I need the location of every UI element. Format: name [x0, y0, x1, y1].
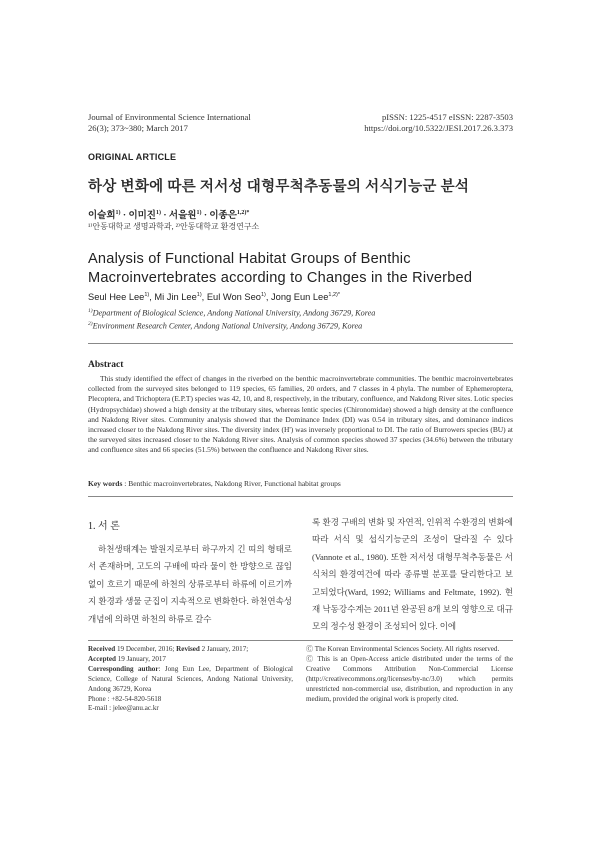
en-author: Jong Eun Lee: [271, 292, 329, 303]
en-author-sup: 1): [196, 292, 202, 298]
en-author-sep: ,: [265, 292, 271, 303]
affiliation-text: Environment Research Center, Andong National University, Andong 36729, Korea: [92, 321, 363, 331]
received-label: Received: [88, 645, 116, 653]
body-column-right: 록 환경 구배의 변화 및 자연적, 인위적 수환경의 변화에 따라 서식 및 섭식기능군의 조성이 달라질 수 있다 (Vannote et al., 1980). 또한 저서성 대형무척추동물은 서식처의 환경여건에 따라 종류별 분포를 달리한다고 보고되었다(Ward, 1992; Williams and Feltmate, 1992). 현재 낙동강수계는 2011년 완공된 8개 보의 영향으로 대규모의 정수성 환경이 조성되어 있다. 이에: [312, 517, 513, 632]
abstract-text: This study identified the effect of changes in the riverbed on the benthic macroinvertebrate communities. The benthic macroinvertebrates collected from the surveyed sites belonged to 119 species, 65 families, 20 orders, and 7 classes in 4 phyla. The number of Ephemeroptera, Plecoptera, and Trichoptera (E.P.T) species was 42, 10, and 8, respectively, in the tributary, confluence, and Nakdong River sites. Lotic species (Hydropsychidae) showed a high density at the tributary sites, whereas lentic species (Chironomidae) showed a high density at the confluence and Nakdong River sites. Community analysis showed that the Dominance Index (DI) was 0.54 in tributary sites, and dominance indices increased closer to the Nakdong River sites. The diversity index (H') was inversely proportional to DI. The ratio of Burrowers species (BU) at the surveyed sites increased closer to the Nakdong River sites. Analysis of common species showed 37 species (34.6%) between the tributary and confluence sites and 66 species (51.5%) between the confluence and Nakdong River sites.: [88, 374, 513, 455]
korean-affiliation: ¹⁾안동대학교 생명과학과, ²⁾안동대학교 환경연구소: [88, 222, 260, 231]
en-author-sup: 1): [260, 292, 266, 298]
divider: [88, 496, 513, 497]
en-author-sep: ,: [201, 292, 207, 303]
license: Ⓒ This is an Open-Access article distributed under the terms of the Creative Commons Attribution Non-Commercial License (http://creativecommons.org/licenses/by-nc/3.0) which permits unrestricted non-commercial use, distribution, and reproduction in any medium, provided the original work is properly cited.: [306, 654, 513, 703]
received-line: [88, 645, 293, 655]
keywords: [88, 479, 513, 488]
article-type: ORIGINAL ARTICLE: [88, 152, 177, 162]
journal-issn: pISSN: 1225-4517 eISSN: 2287-3503: [381, 112, 513, 122]
journal-header-left: [88, 112, 251, 134]
journal-doi[interactable]: https://doi.org/10.5322/JESI.2017.26.3.373: [364, 123, 513, 133]
abstract-heading: Abstract: [88, 360, 124, 370]
korean-title: 하상 변화에 따른 저서성 대형무척추동물의 서식기능군 분석: [88, 179, 470, 195]
journal-header-right: [364, 112, 513, 134]
accepted-line: [88, 655, 293, 665]
affiliation-text: Department of Biological Science, Andong National University, Andong 36729, Korea: [92, 308, 376, 318]
revised-date: 2 January, 2017;: [199, 645, 249, 653]
divider: [88, 640, 513, 641]
en-author-sup: 1): [144, 292, 150, 298]
journal-volume: 26(3); 373~380; March 2017: [88, 123, 188, 133]
revised-label: Revised: [176, 645, 200, 653]
corresponding-author: [88, 665, 293, 695]
kr-author-sep: ·: [120, 211, 129, 221]
en-author: Mi Jin Lee: [154, 292, 197, 303]
en-author: Seul Hee Lee: [88, 292, 145, 303]
english-affiliation-1: [88, 308, 375, 318]
divider: [88, 343, 513, 344]
kr-author-sup: 1): [196, 209, 202, 216]
body-column-left: 하천생태계는 발원지로부터 하구까지 긴 띠의 형태로서 존재하며, 고도의 구배에 따라 물이 한 방향으로 끊임없이 흐르기 때문에 하천의 상류로부터 하류에 이르기까지 환경과 생물 군집이 지속적으로 변화한다. 하천연속성개념에 의하면 하천의 하류로 갈수: [88, 544, 292, 624]
english-title-line1: Analysis of Functional Habitat Groups of Benthic: [88, 251, 411, 267]
kr-author: 이슬희: [88, 211, 116, 221]
copyright-notice: [306, 645, 513, 704]
english-affiliation-2: [88, 321, 362, 331]
kr-author: 이미진: [128, 211, 156, 221]
kr-author-sup: 1,2)*: [236, 209, 250, 216]
kr-author-sup: 1): [115, 209, 121, 216]
copyright: Ⓒ The Korean Environmental Sciences Society. All rights reserved.: [306, 645, 500, 653]
affiliation-sup: 2): [88, 321, 93, 327]
keywords-text: : Benthic macroinvertebrates, Nakdong River, Functional habitat groups: [122, 479, 341, 488]
korean-authors: [88, 207, 249, 221]
kr-author: 이종은: [209, 211, 237, 221]
accepted-label: Accepted: [88, 654, 116, 663]
corresponding-label: Corresponding author: [88, 664, 159, 673]
english-title: [88, 250, 472, 288]
kr-author: 서을원: [168, 211, 197, 221]
accepted-date: 19 January, 2017: [115, 654, 166, 663]
english-title-line2: Macroinvertebrates according to Changes in the Riverbed: [88, 270, 473, 286]
english-authors: [88, 292, 340, 302]
keywords-label: Key words: [88, 479, 123, 488]
kr-author-sep: ·: [160, 211, 169, 221]
kr-author-sup: 1): [155, 209, 161, 216]
kr-author-sep: ·: [201, 211, 210, 221]
received-date: 19 December, 2016;: [115, 645, 177, 653]
en-author: Eul Won Seo: [206, 292, 261, 303]
journal-name: Journal of Environmental Science International: [88, 112, 251, 122]
corresponding-text: : Jong Eun Lee, Department of Biological Science, College of Natural Sciences, Andong National University, Andong 36729, Korea: [88, 664, 293, 693]
phone: Phone : +82-54-820-5618: [88, 694, 162, 703]
en-author-sep: ,: [149, 292, 155, 303]
en-author-sup: 1,2)*: [328, 292, 341, 298]
article-history: [88, 645, 293, 714]
email[interactable]: E-mail : jelee@anu.ac.kr: [88, 704, 159, 713]
section-heading: 1. 서 론: [88, 521, 120, 532]
affiliation-sup: 1): [88, 308, 93, 314]
